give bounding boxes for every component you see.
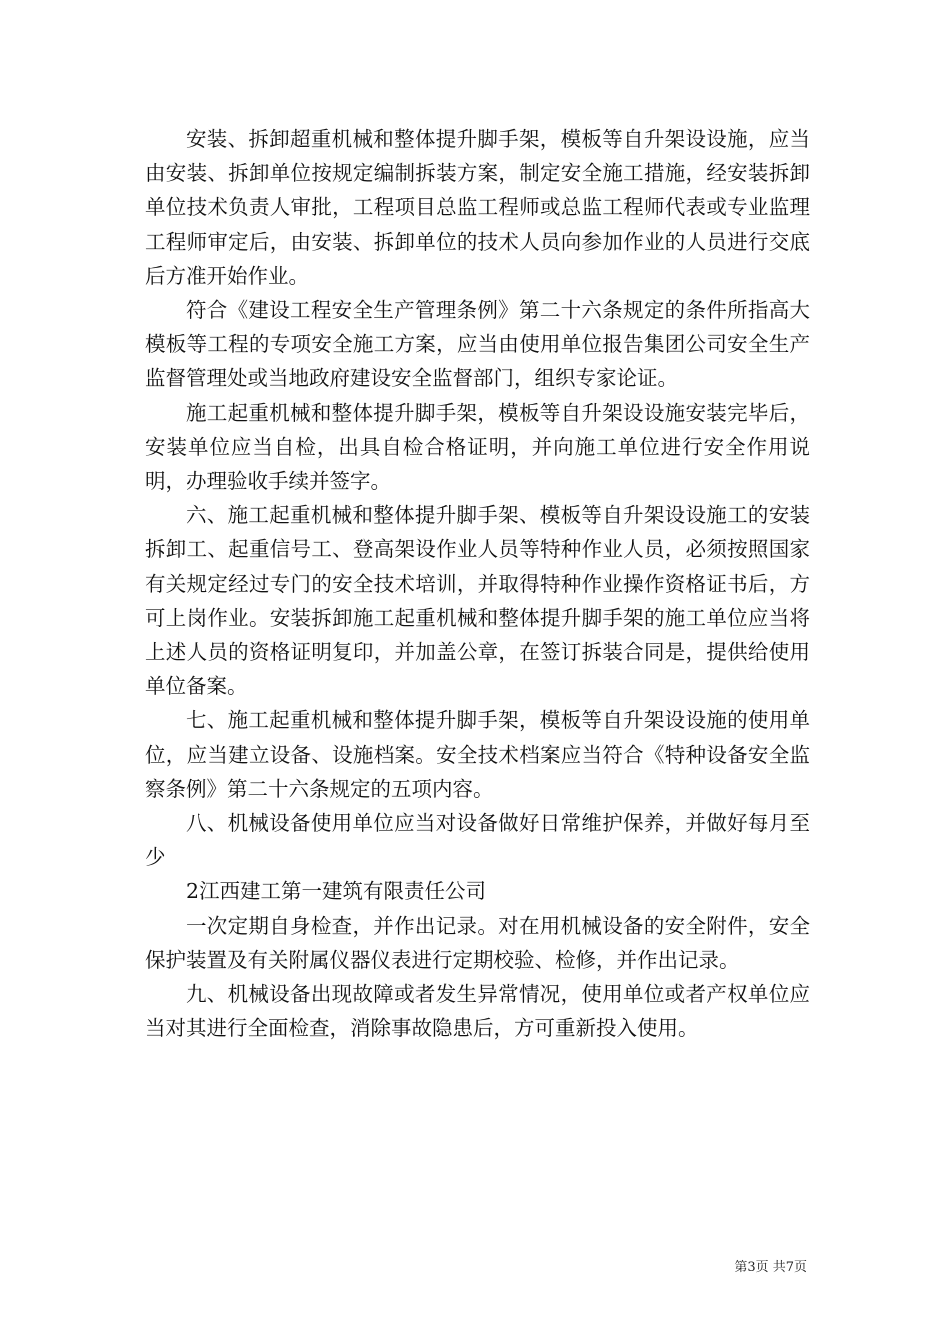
paragraph-item-6: 六、施工起重机械和整体提升脚手架、模板等自升架设设施工的安装拆卸工、起重信号工、登高架设作业人员等特种作业人员，必须按照国家有关规定经过专门的安全技术培训，并取得特种作业操作资格证书后，方可上岗作业。安装拆卸施工起重机械和整体提升脚手架的施工单位应当将上述人员的资格证明复印，并加盖公章，在签订拆装合同是，提供给使用单位备案。 [145, 503, 810, 699]
paragraph-item-7: 七、施工起重机械和整体提升脚手架，模板等自升架设设施的使用单位，应当建立设备、设施档案。安全技术档案应当符合《特种设备安全监察条例》第二十六条规定的五项内容。 [145, 708, 810, 801]
paragraph-company-line: 2江西建工第一建筑有限责任公司 [186, 879, 487, 904]
paragraph-installation-dismantling: 安装、拆卸超重机械和整体提升脚手架，模板等自升架设设施，应当由安装、拆卸单位按规定编制拆装方案，制定安全施工措施，经安装拆卸单位技术负责人审批，工程项目总监工程师或总监工程师代表或专业监理工程师审定后，由安装、拆卸单位的技术人员向参加作业的人员进行交底后方准开始作业。 [145, 127, 810, 288]
paragraph-item-9: 九、机械设备出现故障或者发生异常情况，使用单位或者产权单位应当对其进行全面检查，消除事故隐患后，方可重新投入使用。 [145, 982, 810, 1041]
paragraph-item-8-continued: 一次定期自身检查，并作出记录。对在用机械设备的安全附件，安全保护装置及有关附属仪器仪表进行定期校验、检修，并作出记录。 [145, 913, 810, 972]
paragraph-special-scheme: 符合《建设工程安全生产管理条例》第二十六条规定的条件所指高大模板等工程的专项安全施工方案，应当由使用单位报告集团公司安全生产监督管理处或当地政府建设安全监督部门，组织专家论证。 [145, 298, 810, 391]
page-number: 第3页 共7页 [734, 1260, 807, 1275]
document-body [145, 122, 810, 1045]
paragraph-item-8: 八、机械设备使用单位应当对设备做好日常维护保养，并做好每月至少 [145, 811, 810, 870]
paragraph-self-inspection: 施工起重机械和整体提升脚手架，模板等自升架设设施安装完毕后，安装单位应当自检，出具自检合格证明，并向施工单位进行安全作用说明，办理验收手续并签字。 [145, 400, 810, 494]
